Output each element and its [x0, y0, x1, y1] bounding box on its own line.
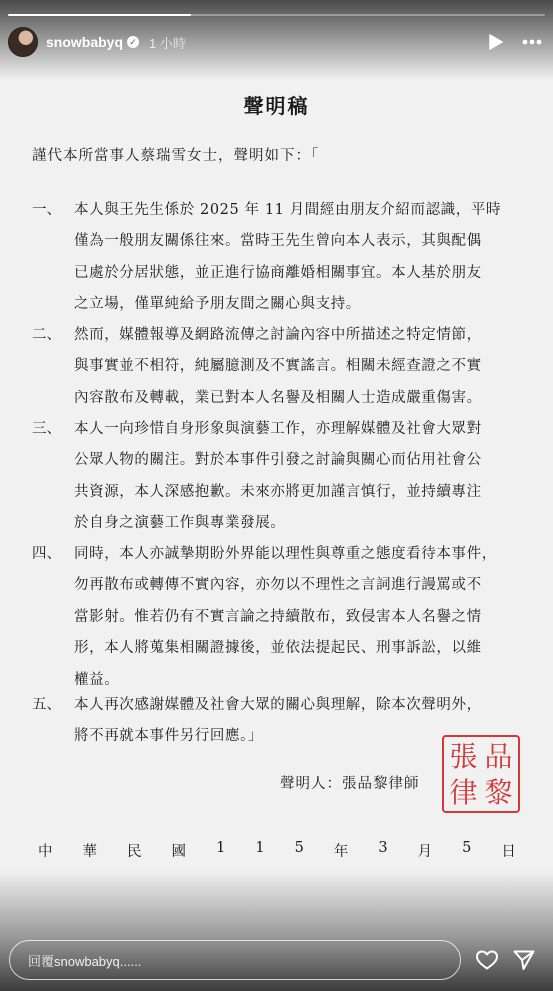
- post-time: 1 小時: [149, 35, 186, 51]
- item-body: [74, 539, 537, 696]
- send-icon[interactable]: [512, 948, 536, 972]
- item-line: 之立場，僅單純給予朋友間之關心與支持。: [74, 296, 361, 313]
- date-char: 華: [82, 844, 98, 860]
- date-char: 1: [216, 840, 226, 856]
- item-line: 於自身之演藝工作與專業發展。: [74, 515, 286, 532]
- date-char: 日: [501, 844, 516, 860]
- reply-input[interactable]: [9, 940, 461, 980]
- statement-item: [32, 195, 537, 321]
- statement-date: [38, 840, 516, 861]
- verified-badge-icon: ✓: [127, 36, 139, 48]
- item-number: 四、: [32, 546, 61, 562]
- statement-intro: 謹代本所當事人蔡瑞雪女士，聲明如下：「: [32, 148, 320, 164]
- statement-title: 聲明稿: [243, 94, 310, 118]
- item-line: 權益。: [74, 671, 120, 688]
- item-line: 然而，媒體報導及網路流傳之討論內容中所描述之特定情節，: [74, 327, 482, 343]
- item-number: 五、: [32, 697, 61, 713]
- statement-item: [32, 320, 537, 414]
- date-char: 5: [462, 840, 472, 856]
- item-number: 二、: [32, 327, 61, 343]
- item-body: [74, 195, 537, 321]
- item-line: 勿再散布或轉傳不實內容，亦勿以不理性之言詞進行謾罵或不: [74, 577, 482, 594]
- item-line: 與事實並不相符，純屬臆測及不實謠言。相關未經查證之不實: [74, 358, 482, 375]
- statement-item: [32, 539, 537, 696]
- date-char: 中: [38, 844, 53, 860]
- seal-char: 黎: [484, 776, 513, 809]
- seal-char: 品: [484, 740, 513, 773]
- date-char: 月: [417, 844, 433, 860]
- item-line: 本人再次感謝媒體及社會大眾的關心與理解，除本次聲明外，: [74, 697, 482, 713]
- story-progress-bar: [8, 14, 545, 16]
- item-number: 三、: [32, 421, 61, 437]
- item-line: 本人一向珍惜自身形象與演藝工作，亦理解媒體及社會大眾對: [74, 421, 482, 437]
- username[interactable]: snowbabyq: [46, 34, 124, 50]
- item-line: 共資源，本人深感抱歉。未來亦將更加謹言慎行，並持續專注: [74, 483, 482, 500]
- item-line: 同時，本人亦誠摯期盼外界能以理性與尊重之態度看待本事件，: [74, 546, 497, 562]
- avatar[interactable]: [8, 27, 38, 57]
- seal-char: 律: [449, 776, 478, 809]
- item-line: 內容散布及轉載，業已對本人名譽及相關人士造成嚴重傷害。: [74, 389, 482, 406]
- item-line: 將不再就本事件另行回應。」: [74, 728, 264, 745]
- date-char: 5: [294, 840, 304, 856]
- story-header: [8, 26, 545, 58]
- item-line: 公眾人物的關注。對於本事件引發之討論與關心而佔用社會公: [74, 452, 482, 469]
- statement-item: [32, 414, 537, 540]
- heart-icon[interactable]: [475, 948, 499, 972]
- item-body: [74, 414, 537, 540]
- reply-placeholder: 回覆snowbabyq......: [28, 953, 142, 969]
- item-line: 已處於分居狀態，並正進行協商離婚相關事宜。本人基於朋友: [74, 264, 482, 281]
- lawyer-seal: [442, 735, 520, 813]
- date-char: 民: [127, 844, 142, 860]
- date-char: 年: [333, 844, 349, 860]
- date-char: 國: [171, 844, 187, 860]
- item-line: 當影射。惟若仍有不實言論之持續散布，致侵害本人名譽之情: [74, 608, 482, 625]
- item-number: 一、: [32, 202, 61, 218]
- item-line: 形，本人將蒐集相關證據後，並依法提起民、刑事訴訟，以維: [74, 640, 482, 657]
- date-char: 1: [255, 840, 265, 856]
- signer: 聲明人：張品黎律師: [280, 776, 420, 792]
- story-progress-fill: [8, 14, 191, 16]
- play-icon[interactable]: [485, 31, 507, 53]
- item-line: 僅為一般朋友關係往來。當時王先生曾向本人表示，其與配偶: [74, 233, 482, 250]
- item-body: [74, 320, 537, 414]
- date-char: 3: [378, 840, 388, 856]
- item-line: 本人與王先生係於 2025 年 11 月間經由朋友介紹而認識，平時: [74, 202, 502, 218]
- seal-char: 張: [449, 740, 478, 773]
- more-icon[interactable]: [519, 31, 545, 53]
